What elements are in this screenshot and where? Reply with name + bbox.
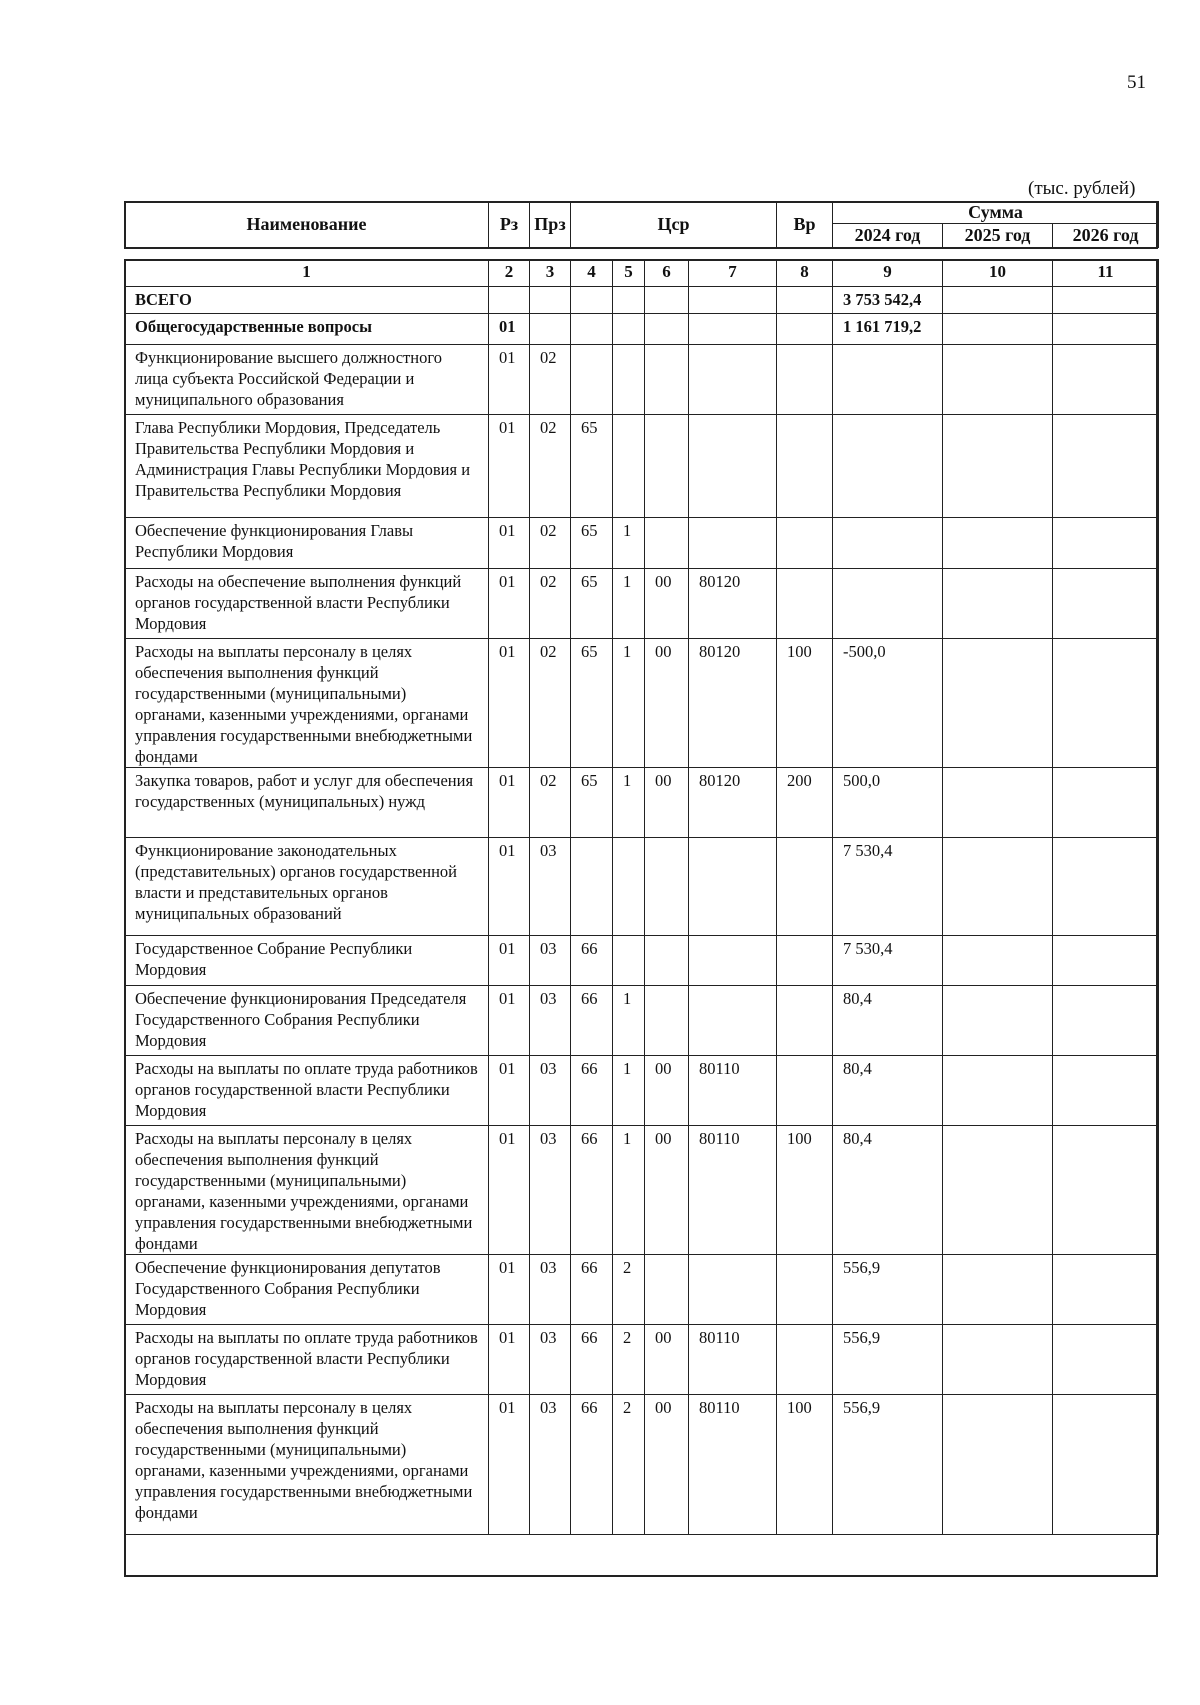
row-name: Государственное Собрание Республики Мордовия xyxy=(125,936,489,986)
row-prz: 03 xyxy=(530,1325,571,1395)
row-sum-2024: 7 530,4 xyxy=(833,838,943,936)
row-csr-direction xyxy=(689,287,777,314)
row-sum-2026 xyxy=(1053,287,1159,314)
row-sum-2025 xyxy=(943,1126,1053,1255)
row-csr-subprogram: 1 xyxy=(613,569,645,639)
row-vr xyxy=(777,314,833,345)
row-vr xyxy=(777,518,833,569)
row-sum-2025 xyxy=(943,768,1053,838)
row-csr-direction xyxy=(689,936,777,986)
row-sum-2025 xyxy=(943,1395,1053,1535)
row-sum-2026 xyxy=(1053,986,1159,1056)
row-vr: 100 xyxy=(777,639,833,768)
row-rz xyxy=(489,287,530,314)
row-sum-2026 xyxy=(1053,1325,1159,1395)
col-number: 4 xyxy=(571,260,613,287)
row-vr: 200 xyxy=(777,768,833,838)
row-sum-2025 xyxy=(943,986,1053,1056)
row-csr-program xyxy=(571,314,613,345)
row-csr-group: 00 xyxy=(645,768,689,838)
table-row xyxy=(125,345,1159,415)
row-vr xyxy=(777,569,833,639)
col-number: 11 xyxy=(1053,260,1159,287)
row-sum-2025 xyxy=(943,569,1053,639)
row-sum-2024: 556,9 xyxy=(833,1255,943,1325)
col-number: 9 xyxy=(833,260,943,287)
col-number: 3 xyxy=(530,260,571,287)
row-csr-subprogram: 2 xyxy=(613,1395,645,1535)
table-row xyxy=(125,1255,1159,1325)
column-numbering-row xyxy=(125,260,1159,287)
units-label: (тыс. рублей) xyxy=(1028,178,1136,199)
row-name: Расходы на выплаты по оплате труда работников органов государственной власти Республики Мордовия xyxy=(125,1056,489,1126)
row-name: ВСЕГО xyxy=(125,287,489,314)
col-number: 2 xyxy=(489,260,530,287)
row-csr-program: 65 xyxy=(571,569,613,639)
row-name: Закупка товаров, работ и услуг для обеспечения государственных (муниципальных) нужд xyxy=(125,768,489,838)
row-csr-group: 00 xyxy=(645,1325,689,1395)
row-vr xyxy=(777,1255,833,1325)
row-name: Глава Республики Мордовия, Председатель Правительства Республики Мордовия и Администрация Главы Республики Мордовия и Правительства Республики Мордовия xyxy=(125,415,489,518)
header-csr: Цср xyxy=(571,202,777,248)
row-prz: 02 xyxy=(530,768,571,838)
row-vr xyxy=(777,415,833,518)
row-csr-subprogram xyxy=(613,314,645,345)
row-rz: 01 xyxy=(489,1395,530,1535)
row-csr-direction: 80120 xyxy=(689,569,777,639)
row-sum-2025 xyxy=(943,639,1053,768)
row-sum-2025 xyxy=(943,936,1053,986)
row-sum-2024 xyxy=(833,345,943,415)
row-sum-2025 xyxy=(943,1325,1053,1395)
row-csr-group xyxy=(645,518,689,569)
row-name: Общегосударственные вопросы xyxy=(125,314,489,345)
row-name: Обеспечение функционирования Главы Республики Мордовия xyxy=(125,518,489,569)
row-sum-2025 xyxy=(943,345,1053,415)
row-sum-2025 xyxy=(943,1255,1053,1325)
table-row xyxy=(125,838,1159,936)
row-vr xyxy=(777,1325,833,1395)
table-row xyxy=(125,1126,1159,1255)
table-row xyxy=(125,314,1159,345)
row-rz: 01 xyxy=(489,345,530,415)
row-csr-program: 65 xyxy=(571,518,613,569)
row-csr-group: 00 xyxy=(645,569,689,639)
row-vr xyxy=(777,1056,833,1126)
row-csr-program: 66 xyxy=(571,1255,613,1325)
header-2024: 2024 год xyxy=(833,224,943,248)
row-csr-direction xyxy=(689,518,777,569)
budget-table xyxy=(124,259,1159,1535)
row-rz: 01 xyxy=(489,569,530,639)
row-csr-program: 65 xyxy=(571,415,613,518)
row-csr-subprogram: 1 xyxy=(613,518,645,569)
row-vr xyxy=(777,936,833,986)
header-name: Наименование xyxy=(125,202,489,248)
row-rz: 01 xyxy=(489,1126,530,1255)
row-csr-direction: 80110 xyxy=(689,1126,777,1255)
row-vr: 100 xyxy=(777,1395,833,1535)
row-sum-2026 xyxy=(1053,1255,1159,1325)
table-row xyxy=(125,639,1159,768)
row-csr-group xyxy=(645,838,689,936)
row-rz: 01 xyxy=(489,1325,530,1395)
row-csr-subprogram xyxy=(613,838,645,936)
row-prz: 03 xyxy=(530,1255,571,1325)
col-number: 5 xyxy=(613,260,645,287)
row-csr-program: 66 xyxy=(571,1325,613,1395)
row-vr: 100 xyxy=(777,1126,833,1255)
row-rz: 01 xyxy=(489,768,530,838)
row-csr-direction: 80110 xyxy=(689,1325,777,1395)
row-sum-2024: 80,4 xyxy=(833,1056,943,1126)
row-csr-group xyxy=(645,415,689,518)
row-sum-2026 xyxy=(1053,1126,1159,1255)
row-name: Расходы на выплаты персоналу в целях обеспечения выполнения функций государственными (муниципальными) органами, казенными учреждениями, органами управления государственными внебюджетными фондами xyxy=(125,1395,489,1535)
row-csr-program: 65 xyxy=(571,768,613,838)
row-csr-subprogram: 1 xyxy=(613,768,645,838)
row-rz: 01 xyxy=(489,314,530,345)
table-row xyxy=(125,986,1159,1056)
row-prz: 02 xyxy=(530,345,571,415)
row-csr-program: 66 xyxy=(571,1126,613,1255)
row-csr-subprogram xyxy=(613,345,645,415)
row-csr-program: 66 xyxy=(571,1056,613,1126)
row-csr-direction xyxy=(689,1255,777,1325)
row-sum-2024 xyxy=(833,569,943,639)
row-csr-direction: 80120 xyxy=(689,768,777,838)
row-csr-direction xyxy=(689,986,777,1056)
row-csr-group xyxy=(645,287,689,314)
row-sum-2024: 80,4 xyxy=(833,1126,943,1255)
table-row xyxy=(125,1056,1159,1126)
row-csr-subprogram xyxy=(613,936,645,986)
row-sum-2026 xyxy=(1053,1056,1159,1126)
row-prz: 02 xyxy=(530,569,571,639)
col-number: 1 xyxy=(125,260,489,287)
row-csr-subprogram: 2 xyxy=(613,1325,645,1395)
row-sum-2025 xyxy=(943,415,1053,518)
table-row xyxy=(125,768,1159,838)
row-csr-group xyxy=(645,1255,689,1325)
row-sum-2024 xyxy=(833,518,943,569)
row-csr-program xyxy=(571,287,613,314)
table-row xyxy=(125,1395,1159,1535)
col-number: 7 xyxy=(689,260,777,287)
row-csr-subprogram: 1 xyxy=(613,1056,645,1126)
table-row xyxy=(125,569,1159,639)
row-prz: 02 xyxy=(530,518,571,569)
row-sum-2024: 500,0 xyxy=(833,768,943,838)
row-sum-2025 xyxy=(943,838,1053,936)
row-csr-program: 66 xyxy=(571,1395,613,1535)
row-csr-direction: 80110 xyxy=(689,1395,777,1535)
row-rz: 01 xyxy=(489,936,530,986)
row-csr-program xyxy=(571,838,613,936)
row-sum-2026 xyxy=(1053,936,1159,986)
table-body xyxy=(125,260,1159,1535)
row-prz: 03 xyxy=(530,986,571,1056)
header-rz: Рз xyxy=(489,202,530,248)
row-sum-2025 xyxy=(943,314,1053,345)
row-rz: 01 xyxy=(489,838,530,936)
row-csr-program: 65 xyxy=(571,639,613,768)
row-sum-2024: 3 753 542,4 xyxy=(833,287,943,314)
header-sum: Сумма xyxy=(833,202,1159,224)
row-name: Функционирование законодательных (представительных) органов государственной власти и представительных органов муниципальных образований xyxy=(125,838,489,936)
row-csr-group xyxy=(645,936,689,986)
row-prz: 03 xyxy=(530,1395,571,1535)
row-csr-group: 00 xyxy=(645,1056,689,1126)
row-csr-direction xyxy=(689,314,777,345)
row-csr-group xyxy=(645,345,689,415)
row-sum-2026 xyxy=(1053,569,1159,639)
row-csr-direction xyxy=(689,838,777,936)
table-row xyxy=(125,287,1159,314)
row-sum-2026 xyxy=(1053,768,1159,838)
col-number: 8 xyxy=(777,260,833,287)
row-sum-2026 xyxy=(1053,1395,1159,1535)
row-vr xyxy=(777,838,833,936)
table-row xyxy=(125,518,1159,569)
row-rz: 01 xyxy=(489,639,530,768)
row-csr-group: 00 xyxy=(645,1126,689,1255)
header-prz: Прз xyxy=(530,202,571,248)
row-vr xyxy=(777,287,833,314)
row-csr-subprogram: 2 xyxy=(613,1255,645,1325)
page-number: 51 xyxy=(1127,72,1146,93)
row-name: Расходы на обеспечение выполнения функций органов государственной власти Республики Мордовия xyxy=(125,569,489,639)
row-csr-direction: 80110 xyxy=(689,1056,777,1126)
row-rz: 01 xyxy=(489,1255,530,1325)
row-rz: 01 xyxy=(489,415,530,518)
row-sum-2024: 7 530,4 xyxy=(833,936,943,986)
row-csr-group: 00 xyxy=(645,639,689,768)
row-csr-subprogram: 1 xyxy=(613,986,645,1056)
row-rz: 01 xyxy=(489,518,530,569)
row-csr-program: 66 xyxy=(571,936,613,986)
table-header xyxy=(124,201,1159,248)
row-sum-2026 xyxy=(1053,345,1159,415)
row-prz: 02 xyxy=(530,415,571,518)
row-name: Функционирование высшего должностного лица субъекта Российской Федерации и муниципального образования xyxy=(125,345,489,415)
row-sum-2024: 80,4 xyxy=(833,986,943,1056)
row-name: Расходы на выплаты по оплате труда работников органов государственной власти Республики Мордовия xyxy=(125,1325,489,1395)
table-row xyxy=(125,415,1159,518)
row-csr-subprogram xyxy=(613,287,645,314)
row-prz: 03 xyxy=(530,1056,571,1126)
row-name: Обеспечение функционирования депутатов Государственного Собрания Республики Мордовия xyxy=(125,1255,489,1325)
header-2025: 2025 год xyxy=(943,224,1053,248)
row-rz: 01 xyxy=(489,986,530,1056)
row-name: Расходы на выплаты персоналу в целях обеспечения выполнения функций государственными (муниципальными) органами, казенными учреждениями, органами управления государственными внебюджетными фондами xyxy=(125,639,489,768)
table-row xyxy=(125,1325,1159,1395)
row-sum-2024: -500,0 xyxy=(833,639,943,768)
row-prz: 03 xyxy=(530,838,571,936)
row-sum-2026 xyxy=(1053,838,1159,936)
row-sum-2026 xyxy=(1053,415,1159,518)
row-sum-2026 xyxy=(1053,518,1159,569)
row-sum-2025 xyxy=(943,518,1053,569)
header-vr: Вр xyxy=(777,202,833,248)
row-prz xyxy=(530,314,571,345)
header-2026: 2026 год xyxy=(1053,224,1159,248)
row-csr-direction: 80120 xyxy=(689,639,777,768)
row-vr xyxy=(777,986,833,1056)
col-number: 10 xyxy=(943,260,1053,287)
row-csr-subprogram: 1 xyxy=(613,1126,645,1255)
row-sum-2024: 556,9 xyxy=(833,1325,943,1395)
row-sum-2025 xyxy=(943,287,1053,314)
col-number: 6 xyxy=(645,260,689,287)
row-csr-group: 00 xyxy=(645,1395,689,1535)
row-sum-2024: 556,9 xyxy=(833,1395,943,1535)
row-name: Расходы на выплаты персоналу в целях обеспечения выполнения функций государственными (муниципальными) органами, казенными учреждениями, органами управления государственными внебюджетными фондами xyxy=(125,1126,489,1255)
row-csr-subprogram: 1 xyxy=(613,639,645,768)
row-sum-2024 xyxy=(833,415,943,518)
row-name: Обеспечение функционирования Председателя Государственного Собрания Республики Мордовия xyxy=(125,986,489,1056)
row-prz xyxy=(530,287,571,314)
row-prz: 02 xyxy=(530,639,571,768)
row-csr-direction xyxy=(689,345,777,415)
row-sum-2024: 1 161 719,2 xyxy=(833,314,943,345)
row-csr-program xyxy=(571,345,613,415)
row-csr-group xyxy=(645,314,689,345)
row-csr-group xyxy=(645,986,689,1056)
row-sum-2026 xyxy=(1053,639,1159,768)
row-rz: 01 xyxy=(489,1056,530,1126)
row-prz: 03 xyxy=(530,936,571,986)
row-sum-2025 xyxy=(943,1056,1053,1126)
row-prz: 03 xyxy=(530,1126,571,1255)
row-csr-subprogram xyxy=(613,415,645,518)
row-csr-program: 66 xyxy=(571,986,613,1056)
row-csr-direction xyxy=(689,415,777,518)
table-row xyxy=(125,936,1159,986)
row-vr xyxy=(777,345,833,415)
row-sum-2026 xyxy=(1053,314,1159,345)
